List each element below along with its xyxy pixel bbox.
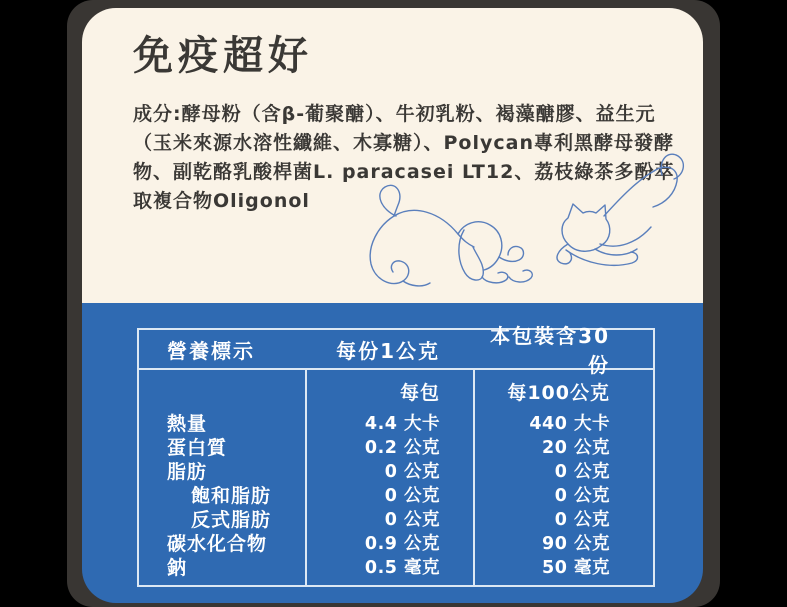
per-pack-value: 0.2 公克 [364, 438, 440, 458]
dog-line-art-icon [350, 180, 545, 302]
per-pack-value: 0 公克 [384, 462, 440, 482]
nutrient-name: 鈉 [167, 557, 188, 579]
subheader-spacer [139, 370, 305, 412]
nutrient-name: 飽和脂肪 [191, 485, 272, 507]
nutrient-name: 蛋白質 [167, 437, 228, 459]
header-servings-per-pack: 本包裝含30份 [490, 324, 610, 377]
nutrition-table-header [139, 324, 653, 377]
ingredients-text: 成分:酵母粉（含β-葡聚醣）、牛初乳粉、褐藻醣膠、益生元（玉米來源水溶性纖維、木寡糖）、Polycan專利黑酵母發酵物、副乾酪乳酸桿菌L. paracasei LT12、荔枝綠茶多酚萃取複合物Oligonol [133, 103, 675, 212]
per-100g-value: 0 公克 [554, 462, 610, 482]
label-card [82, 8, 703, 603]
header-per-serving: 每份1公克 [336, 338, 440, 363]
per-100g-value: 0 公克 [554, 510, 610, 530]
nutrition-table-body [139, 370, 653, 585]
per-100g-subheader: 每100公克 [507, 381, 610, 404]
nutrient-name: 熱量 [167, 413, 208, 435]
label-frame [67, 0, 720, 607]
nutrition-table [137, 324, 655, 587]
per-pack-column [305, 370, 473, 585]
per-100g-value: 90 公克 [542, 534, 610, 554]
product-title: 免疫超好 [133, 33, 313, 79]
per-pack-value: 4.4 大卡 [364, 414, 440, 434]
per-pack-value: 0.5 毫克 [364, 558, 440, 578]
cat-line-art-icon [540, 148, 700, 300]
nutrient-name-column [139, 370, 305, 585]
nutrient-name: 碳水化合物 [167, 533, 268, 555]
per-pack-value: 0.9 公克 [364, 534, 440, 554]
nutrition-section [82, 303, 703, 603]
nutrient-name: 脂肪 [167, 461, 208, 483]
per-pack-value: 0 公克 [384, 486, 440, 506]
per-100g-value: 0 公克 [554, 486, 610, 506]
per-100g-column [473, 370, 653, 585]
per-100g-value: 50 毫克 [542, 558, 610, 578]
nutrient-name: 反式脂肪 [191, 509, 272, 531]
header-nutrition-label: 營養標示 [167, 338, 255, 363]
ingredients-section [82, 8, 703, 303]
per-pack-value: 0 公克 [384, 510, 440, 530]
per-pack-subheader: 每包 [399, 381, 440, 404]
per-100g-value: 20 公克 [542, 438, 610, 458]
per-100g-value: 440 大卡 [529, 414, 610, 434]
